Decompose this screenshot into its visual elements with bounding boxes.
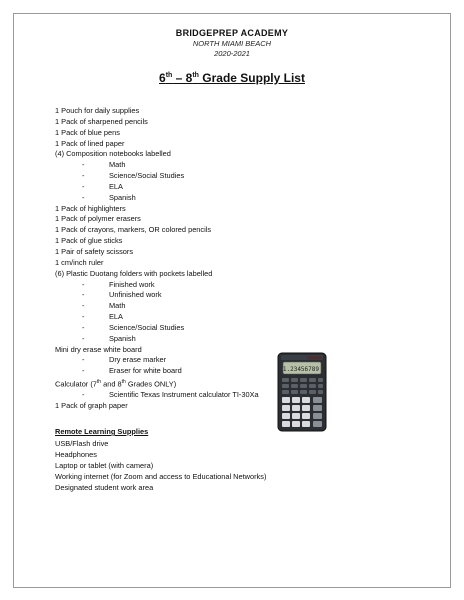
sub-list-label: ELA — [109, 181, 123, 191]
calculator-solar-panel — [307, 356, 322, 360]
dash-bullet: - — [82, 333, 85, 343]
list-item: USB/Flash drive — [55, 439, 109, 448]
dash-bullet: - — [82, 312, 85, 322]
calculator-image — [277, 352, 327, 432]
list-item: Designated student work area — [55, 482, 154, 492]
sub-list-label: Finished work — [109, 279, 155, 289]
list-item: Mini dry erase white board — [55, 344, 142, 354]
sub-list-label: Scientific Texas Instrument calculator TI-30Xa — [109, 390, 259, 400]
list-item: 1 Pack of crayons, markers, OR colored pencils — [55, 225, 212, 235]
list-item: 1 Pack of graph paper — [55, 401, 128, 411]
list-item: (4) Composition notebooks labelled — [55, 149, 171, 159]
list-item: 1 Pouch for daily supplies — [55, 106, 140, 115]
sub-list-item — [55, 312, 415, 323]
sub-list-label: ELA — [109, 312, 123, 322]
dash-bullet: - — [82, 181, 85, 191]
list-item: 1 Pack of blue pens — [55, 127, 120, 137]
list-item: 1 Pair of safety scissors — [55, 246, 134, 256]
title-sup-end: th — [192, 72, 199, 79]
calc-suffix: Grades ONLY) — [125, 379, 177, 389]
dash-bullet: - — [82, 160, 85, 170]
sub-list-label: Math — [109, 160, 126, 170]
list-item: 1 cm/inch ruler — [55, 257, 104, 267]
sub-list-item — [55, 171, 415, 182]
list-item: Headphones — [55, 449, 97, 459]
remote-list — [55, 439, 266, 494]
dash-bullet: - — [82, 301, 85, 311]
sub-list-item — [55, 280, 415, 291]
title-grade-start: 6 — [159, 71, 166, 85]
sub-list-label: Dry erase marker — [109, 355, 167, 365]
list-item: 1 Pack of glue sticks — [55, 236, 123, 246]
title-grade-end: – 8 — [172, 71, 193, 85]
calc-sup: th — [121, 379, 126, 386]
sub-list-label: Science/Social Studies — [109, 322, 185, 332]
sub-list-item — [55, 355, 415, 366]
list-item: 1 Pack of highlighters — [55, 203, 126, 213]
sub-list-item — [55, 160, 415, 171]
calculator-display-text: 1.23456789 — [282, 366, 319, 373]
sub-list-item — [55, 366, 415, 377]
dash-bullet: - — [82, 279, 85, 289]
dash-bullet: - — [82, 192, 85, 202]
supply-list — [55, 106, 415, 412]
sub-list-item — [55, 334, 415, 345]
list-item: 1 Pack of polymer erasers — [55, 214, 141, 224]
dash-bullet: - — [82, 290, 85, 300]
dash-bullet: - — [82, 171, 85, 181]
sub-list-label: Spanish — [109, 192, 136, 202]
title-sup-start: th — [165, 72, 173, 79]
remote-heading: Remote Learning Supplies — [55, 427, 149, 436]
sub-list-item — [55, 301, 415, 312]
list-item: Working internet (for Zoom and access to Educational Networks) — [55, 471, 267, 481]
sub-list-label: Math — [109, 301, 126, 311]
sub-list-item — [55, 193, 415, 204]
list-item: Laptop or tablet (with camera) — [55, 460, 154, 470]
sub-list-label: Unfinished work — [109, 290, 162, 300]
sub-list-item — [55, 323, 415, 334]
sub-list-label: Science/Social Studies — [109, 171, 185, 181]
calc-prefix: Calculator (7 — [55, 379, 97, 389]
school-city: NORTH MIAMI BEACH — [192, 39, 272, 48]
sub-list-item — [55, 290, 415, 301]
dash-bullet: - — [82, 366, 85, 376]
school-name: BRIDGEPREP ACADEMY — [175, 28, 289, 38]
calc-middle: and 8 — [101, 379, 122, 389]
title-rest: Grade Supply List — [198, 71, 305, 85]
dash-bullet: - — [82, 322, 85, 332]
dash-bullet: - — [82, 390, 85, 400]
list-item: 1 Pack of lined paper — [55, 138, 125, 148]
calc-sup: th — [96, 379, 102, 386]
sub-list-item — [55, 390, 415, 401]
school-year: 2020-2021 — [214, 49, 250, 58]
page-title — [0, 71, 464, 85]
list-item-calculator — [55, 377, 415, 390]
dash-bullet: - — [82, 355, 85, 365]
list-item: 1 Pack of sharpened pencils — [55, 116, 148, 126]
sub-list-label: Eraser for white board — [109, 366, 182, 376]
sub-list-label: Spanish — [109, 333, 136, 343]
sub-list-item — [55, 182, 415, 193]
school-header — [0, 28, 464, 59]
list-item: (6) Plastic Duotang folders with pockets labelled — [55, 268, 213, 278]
